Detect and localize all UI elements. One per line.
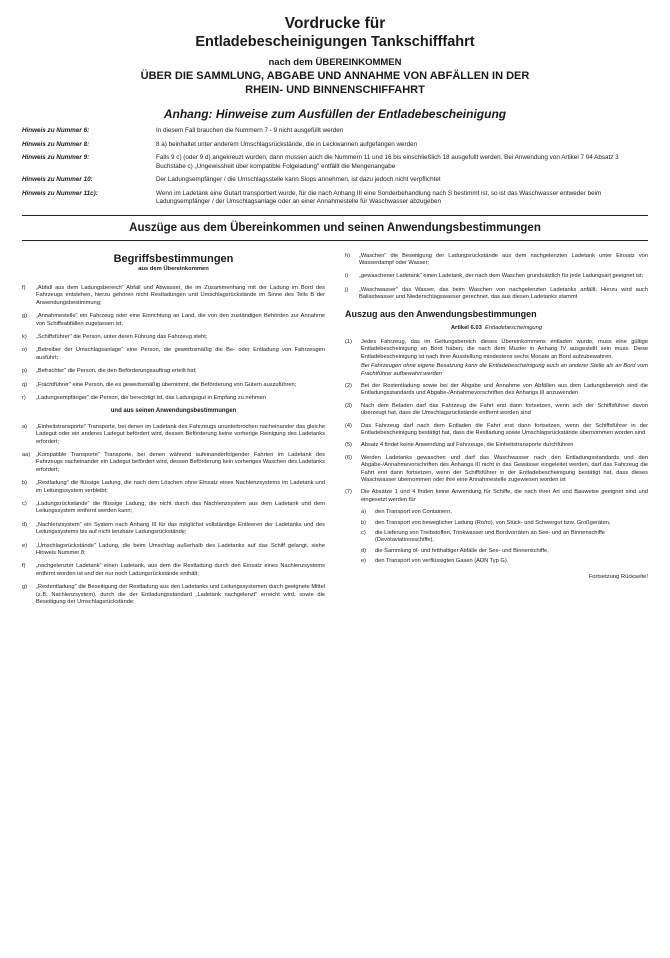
definition-item (22, 347, 325, 362)
definition-text: „gewaschener Ladetank" einen Ladetank, der nach dem Waschen grundsätzlich für jede Ladungsart geeignet ist; (359, 273, 644, 280)
definition-item (345, 287, 648, 302)
sub-item (361, 548, 648, 555)
hinweis-text: Der Ladungsempfänger / die Umschlagsstelle kann Slops annehmen, ist dazu jedoch nicht verpflichtet (156, 176, 441, 183)
paragraph-item (345, 455, 648, 485)
hinweis-row (22, 154, 648, 171)
definition-item (22, 452, 325, 474)
paragraph-item (345, 423, 648, 438)
definition-item (345, 273, 648, 280)
definition-item (22, 522, 325, 537)
continuation-note: Fortsetzung Rückseite! (588, 573, 648, 580)
definition-text: „Waschwasser" das Wasser, das beim Waschen von nachgelenzten Ladetanks anfällt. Hierzu wird auch Ballastwasser und Niederschlagswasser gerechnet, das aus diesen Ladetanks stammt (359, 286, 648, 301)
definition-text: „Waschen" die Beseitigung der Ladungsrückstände aus dem nachgelenzten Ladetank unter Einsatz von Wasserdampf oder Wasser; (359, 252, 648, 266)
right-column (345, 253, 648, 613)
definition-text: „Ladungsrückstände" die flüssige Ladung, die nicht durch das Nachlenzsystem aus dem Ladetank und dem Leitungssystem entfernt werden kann; (36, 501, 325, 515)
article-number: Artikel 6.03 (450, 324, 482, 331)
left-column (22, 253, 325, 613)
definition-text: „Restentladung" die Beseitigung der Restladung aus den Ladetanks und Leitungssystemen durch geeignete Mittel (z.B. Nachlenzsystem), durch die der Entladungsstandard „Ladetank nachgelenzt" erreicht wird, sowie die Beseitigung der Umschlagsrückstände; (36, 584, 325, 606)
title-line-2: Entladebescheinigungen Tankschifffahrt (195, 34, 475, 50)
sub-item-text: den Transport von beweglicher Ladung (Ro/ro), von Stück- und Schwergut bzw. Großgeräten, (375, 519, 611, 526)
paragraph-number: (7) (345, 489, 352, 496)
definition-text: „Abfall aus dem Ladungsbereich" Abfall und Abwasser, die im Zusammenhang mit der Ladung im Bord des Fahrzeugs entstehen, hierzu gehören nicht Restladungen und Umschlagsrückstände im Sinne des Teils B der Anwendungsbestimmung; (36, 284, 325, 306)
title-line-4: ÜBER DIE SAMMLUNG, ABGABE UND ANNAHME VON ABFÄLLEN IN DER (140, 70, 530, 82)
definition-item (22, 285, 325, 307)
definition-text: „Restladung" die flüssige Ladung, die nach dem Löschen ohne Einsatz eines Nachlenzsystems im Ladetank und im Leitungssystem verbleibt; (36, 480, 325, 494)
definition-letter: r) (22, 394, 26, 401)
hinweis-text: Wenn im Ladetank eine Gutart transportiert wurde, für die nach Anhang III eine Sonderbehandlung nach S bestimmt ist, so ist das Waschwasser entweder beim Ladungsempfänger / der Umschlagsanlage oder an einer Annahmestelle für Waschwasser abzugeben (156, 189, 602, 205)
hinweis-text: 8 a) beinhaltet unter anderem Umschlagsrückstände, die in Leckwannen aufgefangen werden (156, 140, 418, 148)
definition-letter: o) (22, 347, 28, 354)
sub-item-letter: e) (361, 558, 367, 565)
paragraph-number: (5) (345, 442, 352, 449)
paragraph-text: Absatz 4 findet keine Anwendung auf Fahrzeuge, die Einheitstransporte durchführen (361, 442, 574, 449)
application-rules-subheading: und aus seinen Anwendungsbestimmungen (110, 408, 237, 415)
definition-letter: f) (22, 284, 26, 291)
paragraph-number: (3) (345, 402, 352, 409)
paragraph-text: Werden Ladetanks gewaschen und darf das Waschwasser nach den Entladungsstandards und den Abgabe-/Annahmevorschriften des Anhangs III nicht in das Gewässer eingeleitet werden, darf das Fahrzeug die Fahrt erst dann fortsetzen, wenn der Schiffsführer in der Entladebescheinigung bestätigt hat, dass dieses Waschwasser übernommen oder ihre eine Annahmestelle zugewiesen worden ist (361, 454, 648, 484)
definitions-subheading: aus dem Übereinkommen (138, 265, 209, 272)
paragraph-text: Die Absätze 1 und 4 finden keine Anwendung für Schiffe, die nach ihrer Art und Bauweise geeignet sind und eingesetzt werden für (361, 489, 648, 503)
paragraph-item (345, 383, 648, 398)
definition-text: „Betreiber der Umschlagsanlage" eine Person, die gewerbsmäßig die Be- oder Entladung von Fahrzeugen ausführt; (36, 347, 325, 361)
definition-text: „Einheitstransporte" Transporte, bei denen im Ladetank des Fahrzeugs ununterbrochen nacheinander das gleiche Ladegut oder ein anderes Ladegut befördert wird, dessen Beförderung keine vorherige Reinigung des Ladetanks erfordert; (36, 423, 325, 445)
anhang-heading: Anhang: Hinweise zum Ausfüllen der Entladebescheinigung (163, 107, 507, 121)
hinweis-row (22, 190, 648, 207)
paragraph-item (345, 442, 648, 449)
hinweis-label: Hinweis zu Nummer 11c): (22, 189, 98, 197)
definition-letter: h) (345, 252, 351, 259)
definition-item (22, 368, 325, 375)
paragraph-text: Bei der Restentladung sowie bei der Abgabe und Annahme von Abfällen aus dem Ladungsbereich sind die Entladungsstandards und Abgabe-/Annahmevorschriften des Anhangs III anzuwenden (361, 382, 648, 397)
definition-letter: g) (22, 313, 28, 320)
definition-item (345, 253, 648, 268)
paragraph-number: (2) (345, 382, 352, 389)
definition-item (22, 501, 325, 516)
hinweis-text: In diesem Fall brauchen die Nummern 7 - 9 nicht ausgefüllt werden (156, 127, 344, 134)
sub-item-text: die Sammlung öl- und fetthaltiger Abfälle der See- und Binnenschiffe, (375, 547, 549, 554)
definition-letter: aa) (22, 452, 31, 458)
definition-letter: c) (22, 501, 27, 508)
hinweis-label: Hinweis zu Nummer 10: (22, 176, 93, 183)
definition-letter: q) (22, 381, 28, 388)
definition-text: „Frachtführer" eine Person, die es gewerbsmäßig übernimmt, die Beförderung von Gütern auszuführen; (36, 381, 297, 388)
definition-item (22, 313, 325, 328)
article-heading (345, 325, 648, 332)
sub-item (361, 558, 648, 565)
title-line-3: nach dem ÜBEREINKOMMEN (268, 57, 402, 68)
sub-item (361, 520, 648, 527)
definition-item (22, 543, 325, 558)
definition-text: „Umschlagsrückstände" Ladung, die beim Umschlag außerhalb des Ladetanks auf das Schiff gelangt, siehe Hinweis Nummer 8; (36, 542, 325, 557)
hinweis-row (22, 127, 648, 136)
hinweis-row (22, 176, 648, 185)
definition-letter: a) (22, 423, 28, 430)
paragraph-item (345, 339, 648, 378)
definition-letter: d) (22, 521, 28, 528)
hinweise-list (22, 127, 648, 207)
definition-item (22, 424, 325, 446)
definition-text: „Nachlenzsystem" ein System nach Anhang III für das möglichst vollständige Entleeren der Ladetanks und des Leitungssystems bis auf nicht lenzbare Ladungsrückstände; (36, 521, 325, 536)
sub-item-letter: a) (361, 509, 367, 516)
section-heading: Auszüge aus dem Übereinkommen und seinen Anwendungsbestimmungen (22, 216, 648, 241)
definition-letter: b) (22, 480, 28, 487)
definition-item (22, 480, 325, 495)
definition-letter: f) (22, 563, 26, 570)
sub-item-text: die Lieferung von Treibstoffen, Trinkwasser und Bordvorräten an See- und an Binnenschiffe (Devotaviationsschiffe), (375, 530, 605, 544)
sub-item (361, 530, 648, 545)
definition-item (22, 382, 325, 389)
document-title (22, 14, 648, 97)
hinweis-label: Hinweis zu Nummer 6: (22, 127, 90, 134)
definition-text: „Ladungsempfänger" die Person, die berechtigt ist, das Ladungsgut in Empfang zu nehmen (36, 394, 266, 401)
paragraph-number: (6) (345, 454, 352, 461)
hinweis-row (22, 141, 648, 150)
hinweis-text: Falls 9 c) (oder 9 d) angekreuzt wurden, dann mussen auch die Nummern 11 und 16 bis einschließlich 18 ausgefullt werden. Bei Anwendung von Artikel 7 04 Absatz 3 Buchstabe c) „Ungewissheit über kompatible Folgeladung" entfällt die Mengenangabe (156, 154, 619, 170)
definition-letter: p) (22, 368, 28, 375)
sub-item-text: den Transport von verflüssigten Gasen (ADN Typ G). (375, 558, 509, 565)
paragraph-text: Jedes Fahrzeug, das im Geltungsbereich dieses Übereinkommens entladen wurde, muss eine gültige Entladebescheinigung an Bord haben, die nach dem Muster in Anhang IV ausgestellt sein muss. Diese Entladebescheinigung ist nach ihrer Ausstellung mindestens sechs Monate an Bord aufzubewahren. (361, 338, 648, 360)
paragraph-item (345, 403, 648, 418)
application-rules-heading: Auszug aus den Anwendungsbestimmungen (345, 308, 537, 319)
sub-item-letter: d) (361, 547, 367, 554)
definition-letter: i) (345, 273, 349, 280)
definition-text: „Kompatible Transporte" Transporte, bei denen während aufeinanderfolgender Fahrten im Ladetank des Fahrzeugs nacheinander ein Ladegut befördert wird, dessen Beförderung kein vorheriges Waschen des Ladetanks erfordert; (36, 452, 325, 473)
paragraph-text: Nach dem Beladen darf das Fahrzeug die Fahrt erst dann fortsetzen, wenn sich der Schiffsführer davon überzeugt hat, dass die Umschlagsrückstände entfernt worden sind (361, 402, 648, 417)
definition-text: „nachgelenzter Ladetank" einen Ladetank, aus dem die Restladung durch den Einsatz eines Nachlenzsystems entfernt worden ist und der nur noch Ladungsrückstände enthält; (36, 563, 325, 577)
title-line-5: RHEIN- UND BINNENSCHIFFAHRT (245, 84, 425, 96)
paragraph-number: (4) (345, 422, 352, 429)
paragraph-item (345, 489, 648, 504)
definition-text: „Befrachter" die Person, die den Beförderungsauftrag erteilt hat; (36, 368, 197, 375)
hinweis-label: Hinweis zu Nummer 8: (22, 140, 90, 148)
sub-item-letter: c) (361, 530, 366, 537)
paragraph-text: Das Fahrzeug darf nach dem Entladen die Fahrt erst dann fortsetzen, wenn der Schiffsführer in der Entladebescheinigung bestätigt hat, dass die Restladung sowie Umschlagsrückstände übernommen worden sind (361, 422, 648, 436)
title-line-1: Vordrucke für (284, 15, 386, 32)
definition-item (22, 395, 325, 402)
sub-item-text: den Transport von Containern, (375, 509, 452, 516)
definition-letter: e) (22, 542, 28, 549)
sub-item-letter: b) (361, 519, 367, 526)
sub-item (361, 509, 648, 516)
columns (22, 253, 648, 613)
hinweis-label: Hinweis zu Nummer 9: (22, 154, 90, 161)
paragraph-note: Bei Fahrzeugen ohne eigene Besatzung kann die Entladebescheinigung auch an anderer Stelle als an Bord vom Frachtführer aufbewahrt werden (361, 363, 648, 377)
definition-letter: j) (345, 286, 349, 293)
definition-text: „Annahmestelle" ein Fahrzeug oder eine Einrichtung an Land, die von den zuständigen Behörden zur Annahme von Schiffsabfällen zugelassen ist; (36, 313, 325, 327)
definition-item (22, 334, 325, 341)
definition-item (22, 563, 325, 578)
article-title: Entladebescheinigung (485, 324, 543, 331)
definition-item (22, 584, 325, 606)
definition-letter: g) (22, 584, 28, 591)
definitions-heading: Begriffsbestimmungen (113, 252, 234, 265)
definition-letter: k) (22, 333, 27, 340)
definition-text: „Schiffsführer" die Person, unter deren Führung das Fahrzeug steht; (36, 333, 208, 340)
paragraph-number: (1) (345, 338, 352, 345)
